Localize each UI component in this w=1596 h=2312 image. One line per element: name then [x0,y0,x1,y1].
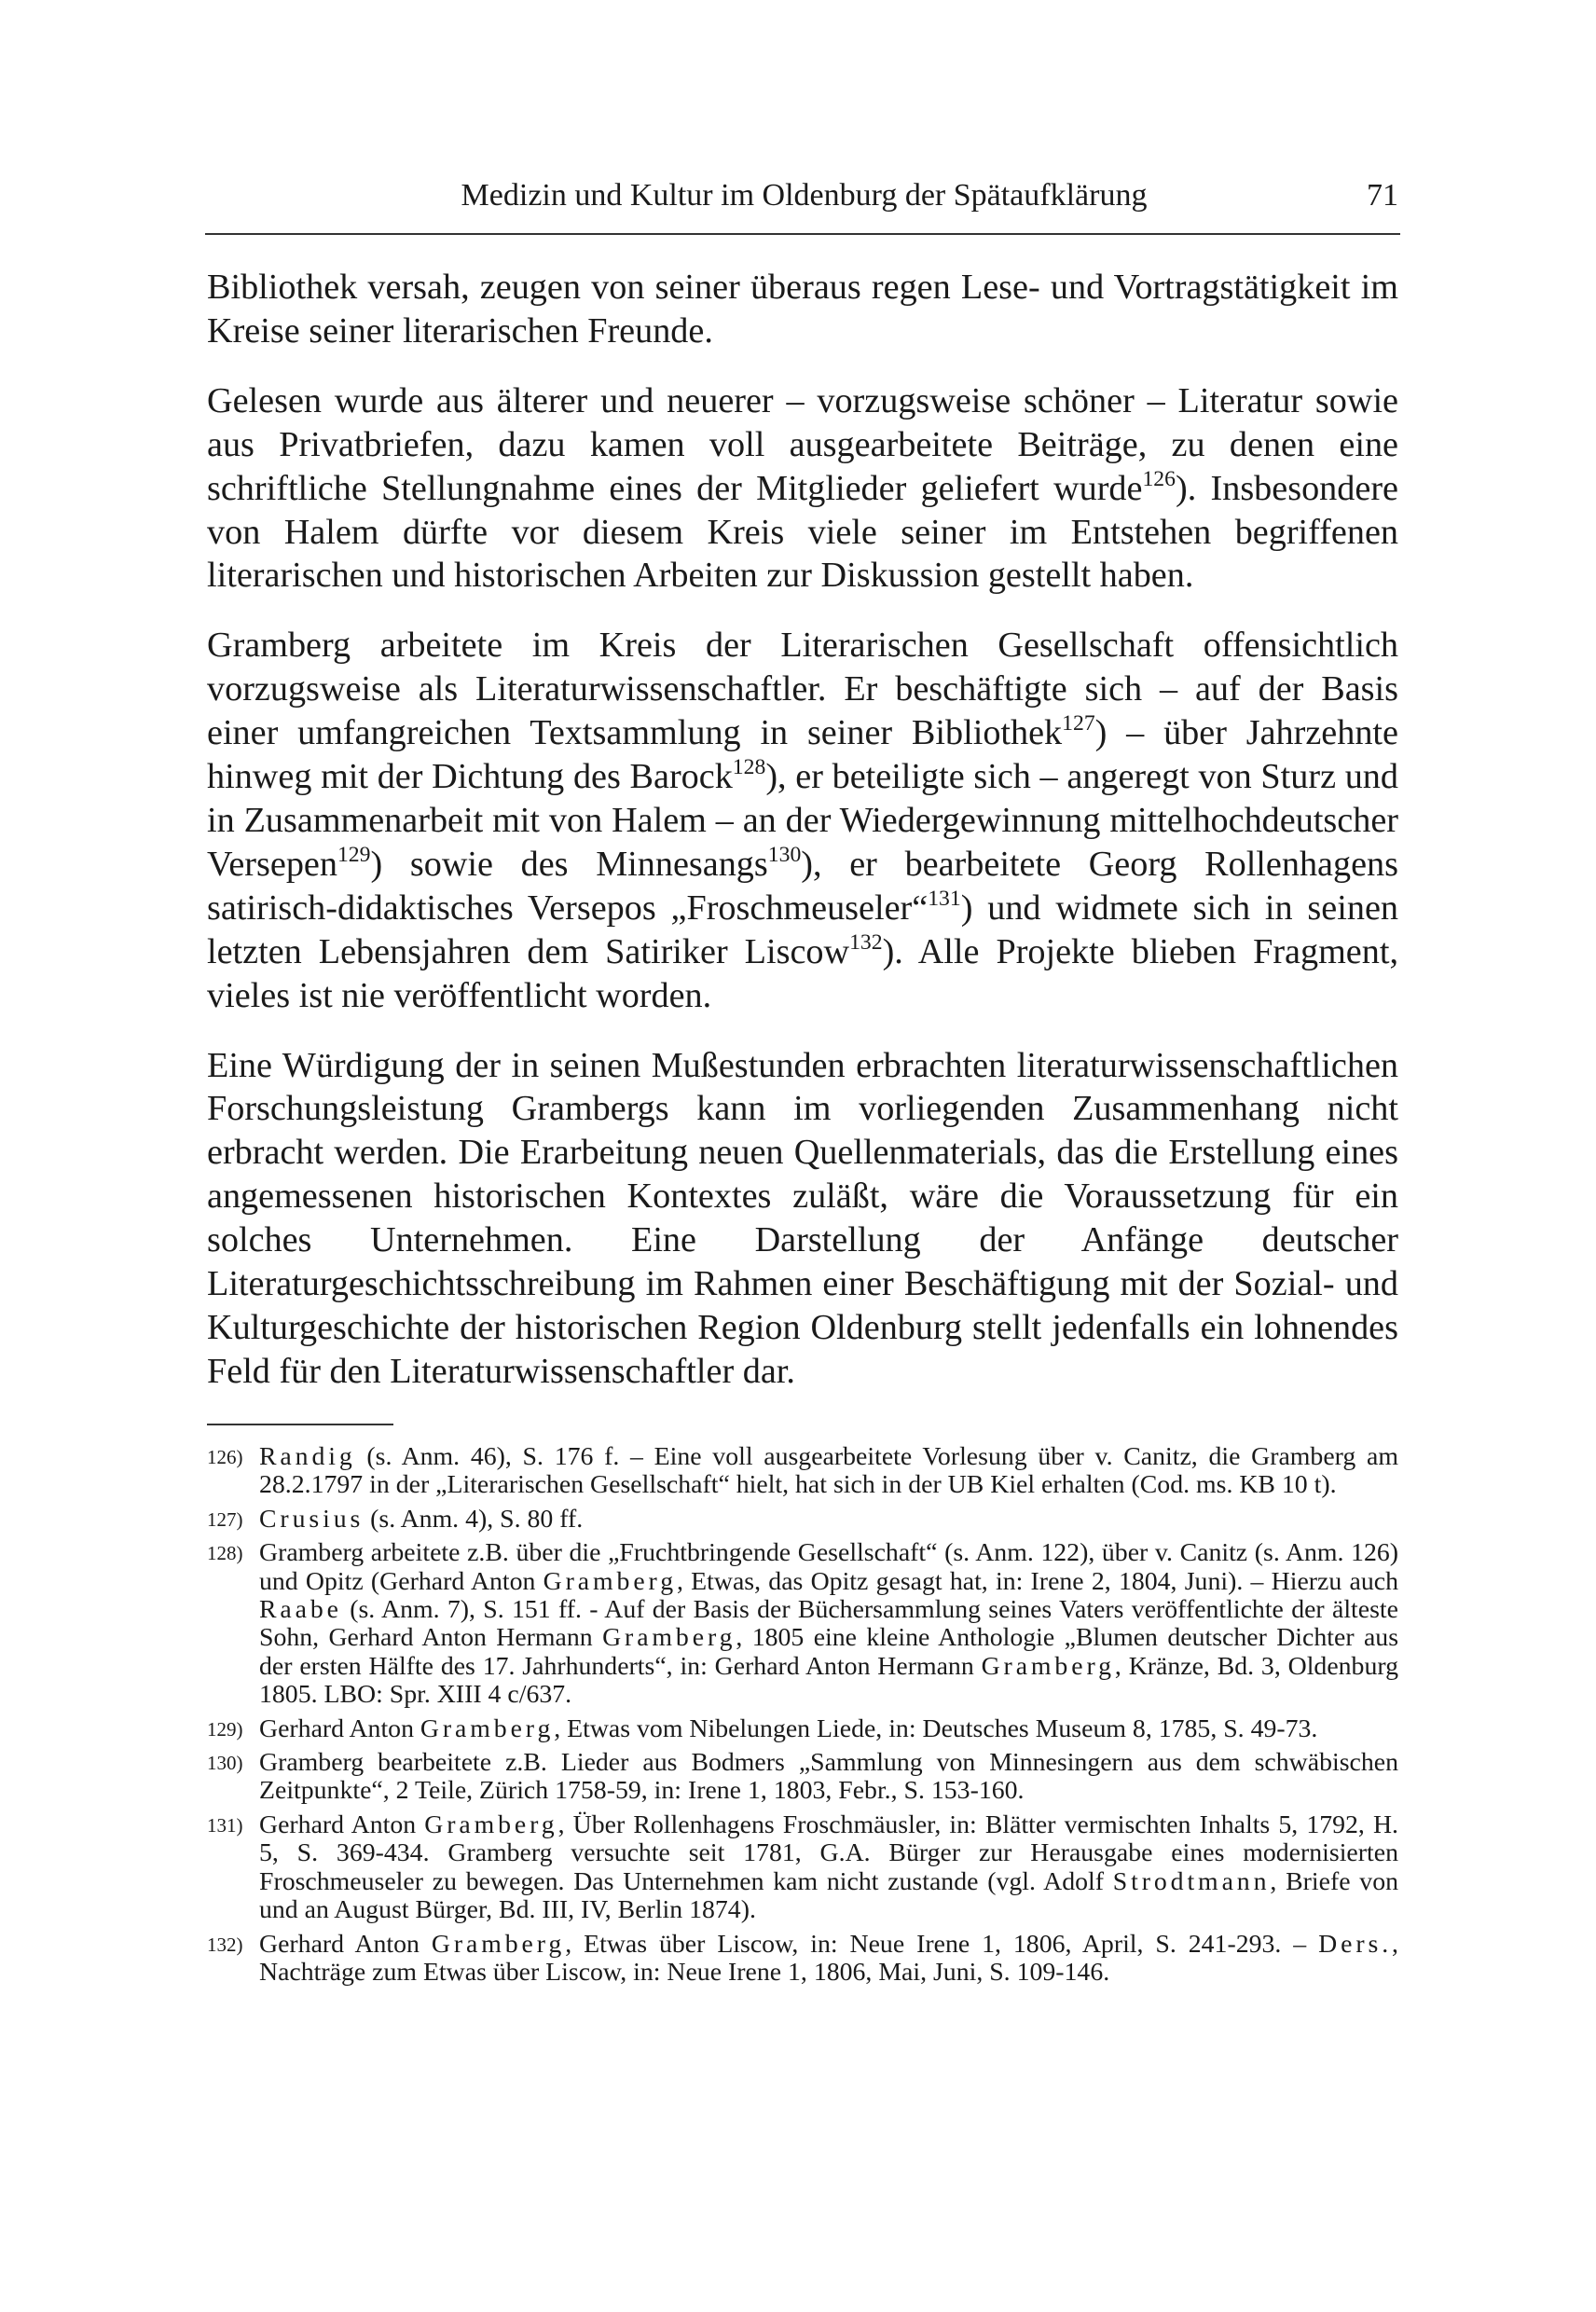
footnote-ref: 131 [928,886,961,911]
footnote-text: (s. Anm. 46), S. 176 f. – Eine voll ausgearbeitete Vorlesung über v. Canitz, die Gramberg am 28.2.1797 in der „Literarischen Gesellschaft“ hielt, hat sich in der UB Kiel erhalten (Cod. ms. KB 10 t). [259,1442,1398,1500]
footnote-ref: 130 [767,842,802,867]
footnote-text: , Etwas, das Opitz gesagt hat, in: Irene 2, 1804, Juni). – Hierzu auch [677,1566,1398,1596]
footnote-132 [207,1931,1398,1988]
footnote-text: , Nachträge zum Etwas über Liscow, in: Neue Irene 1, 1806, Mai, Juni, S. 109-146. [259,1929,1398,1987]
footnote-text: , Kränze, Bd. 3, Oldenburg 1805. LBO: Spr. XIII 4 c/637. [259,1651,1399,1710]
paragraph-text: ), er beteiligte sich – angeregt von Sturz und in Zusammenarbeit mit von Halem – an der Wiedergewinnung mittelhochdeutscher Versepen [207,757,1398,884]
footnote-text: Gramberg bearbeitete z.B. Lieder aus Bodmers „Sammlung von Minnesingern aus dem schwäbischen Zeitpunkte“, 2 Teile, Zürich 1758-59, in: Irene 1, 1803, Febr., S. 153-160. [259,1748,1398,1806]
footnote-number: 130) [207,1752,243,1775]
author-name: Gramberg [981,1651,1115,1681]
footnote-number: 127) [207,1507,243,1531]
footnote-number: 132) [207,1933,243,1956]
footnote-rule [207,1424,393,1425]
main-text [207,266,1398,1394]
footnote-text: (s. Anm. 7), S. 151 ff. - Auf der Basis der Büchersammlung seines Vaters veröffentlichte der älteste Sohn, Gerhard Anton Hermann [259,1595,1398,1653]
footnote-number: 126) [207,1446,243,1468]
paragraph-text: ) sowie des Minnesangs [370,844,768,884]
footnote-131 [207,1811,1398,1925]
footnote-text: , Etwas über Liscow, in: Neue Irene 1, 1806, April, S. 241-293. – [565,1929,1319,1959]
author-name: Gramberg [543,1566,677,1596]
page-number: 71 [1367,178,1398,213]
footnote-text: , Briefe von und an August Bürger, Bd. III, IV, Berlin 1874). [259,1866,1398,1925]
footnote-text: , Über Rollenhagens Froschmäusler, in: Blätter vermischten Inhalts 5, 1792, H. 5, S. 369-434. Gramberg versuchte seit 1781, G.A. Bürger zur Herausgabe eines modernisierten Froschmeuseler zu bewegen. Das Unternehmen kam nicht zustande (vgl. Adolf [259,1810,1399,1896]
paragraph: Bibliothek versah, zeugen von seiner überaus regen Lese- und Vortragstätigkeit im Kreise seiner literarischen Freunde. [207,268,1398,351]
paragraph-text: ) – über Jahrzehnte hinweg mit der Dichtung des Barock [207,713,1398,797]
footnote-ref: 127 [1062,711,1095,736]
paragraph-text: ) und widmete sich in seinen letzten Lebensjahren dem Satiriker Liscow [207,888,1398,971]
footnote-text: , 1805 eine kleine Anthologie „Blumen deutscher Dichter aus der ersten Hälfte des 17. Jahrhunderts“, in: Gerhard Anton Hermann [259,1623,1399,1681]
author-name: Randig [259,1442,356,1471]
footnote-text: Gerhard Anton [259,1713,420,1743]
header-rule [205,233,1400,235]
author-name: Gramberg [420,1713,555,1743]
paragraph [207,379,1398,599]
paragraph-text: ), er bearbeitete Georg Rollenhagens satirisch-didaktisches Versepos „Froschmeuseler“ [207,844,1398,928]
author-name: Gramberg [602,1623,736,1653]
footnote-number: 131) [207,1813,243,1837]
footnote-text: Gramberg arbeitete z.B. über die „Fruchtbringende Gesellschaft“ (s. Anm. 122), über v. Canitz (s. Anm. 126) und Opitz (Gerhard Anton [259,1538,1398,1596]
running-head: Medizin und Kultur im Oldenburg der Spätaufklärung [461,178,1148,213]
footnote-128 [207,1539,1398,1709]
footnote-ref: 126 [1142,466,1176,491]
footnote-text: , Etwas vom Nibelungen Liede, in: Deutsches Museum 8, 1785, S. 49-73. [554,1713,1318,1743]
paragraph [207,624,1398,1017]
footnote-ref: 132 [849,929,883,955]
author-name: Crusius [259,1504,365,1534]
author-name: Gramberg [431,1929,566,1959]
footnote-ref: 129 [337,842,371,867]
author-name: Strodtmann [1112,1866,1271,1896]
paragraph: Eine Würdigung der in seinen Mußestunden erbrachten literaturwissenschaftlichen Forschungsleistung Grambergs kann im vorliegenden Zusammenhang nicht erbracht werden. Die Erarbeitung neuen Quellenmaterials, das die Erstellung eines angemessenen historischen Kontextes zuläßt, wäre die Voraussetzung für ein solches Unternehmen. Eine Darstellung der Anfänge deutscher Literaturgeschichtsschreibung im Rahmen einer Beschäftigung mit der Sozial- und Kulturgeschichte der historischen Region Oldenburg stellt jedenfalls ein lohnendes Feld für den Literaturwissenschaftler dar. [207,1045,1398,1391]
footnote-127 [207,1506,1398,1534]
paragraph-text: Gramberg arbeitete im Kreis der Literarischen Gesellschaft offensichtlich vorzugsweise als Literaturwissenschaftler. Er beschäftigte sich – auf der Basis einer umfangreichen Textsammlung in seiner Bibliothek [207,626,1398,753]
footnote-number: 128) [207,1542,243,1565]
footnote-ref: 128 [732,755,766,780]
footnotes [207,1443,1398,1992]
footnote-text: Gerhard Anton [259,1810,425,1839]
footnote-text: Gerhard Anton [259,1929,432,1959]
footnote-129 [207,1715,1398,1743]
footnote-number: 129) [207,1717,243,1741]
paragraph-text: Gelesen wurde aus älterer und neuerer – vorzugsweise schöner – Literatur sowie aus Privatbriefen, dazu kamen voll ausgearbeitete Beiträge, zu denen eine schriftliche Stellungnahme eines der Mitglieder geliefert wurde [207,380,1398,508]
author-name: Ders. [1318,1929,1393,1959]
author-name: Raabe [259,1595,342,1625]
footnote-text: (s. Anm. 4), S. 80 ff. [364,1504,584,1534]
paragraph-text: ). Alle Projekte blieben Fragment, vieles ist nie veröffentlicht worden. [207,931,1398,1015]
paragraph-text: ). Insbesondere von Halem dürfte vor diesem Kreis viele seiner im Entstehen begriffenen literarischen und historischen Arbeiten zur Diskussion gestellt haben. [207,468,1398,596]
author-name: Gramberg [424,1810,558,1839]
footnote-130 [207,1749,1398,1806]
footnote-126 [207,1443,1398,1500]
